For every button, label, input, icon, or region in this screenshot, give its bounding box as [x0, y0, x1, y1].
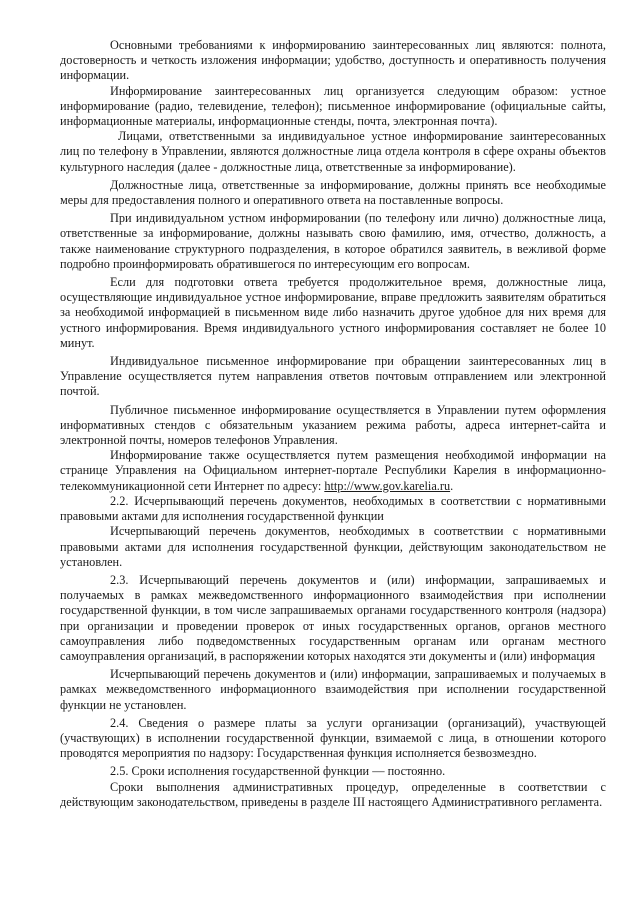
section-2-4-fees: 2.4. Сведения о размере платы за услуги организации (организаций), участвующей (участвующих) в исполнении государственной функции, взимаемой с лица, в отношении которого проводятся мероприятия по надзору: Государственная функция исполняется безвозмездно. — [60, 715, 606, 761]
internet-portal-tail: . — [450, 478, 454, 493]
paragraph-requirements: Основными требованиями к информированию заинтересованных лиц являются: полнота, достоверность и четкость изложения информации; удобство, доступность и оперативность получения информации. — [60, 38, 606, 83]
paragraph-written-individual: Индивидуальное письменное информирование при обращении заинтересованных лиц в Управление осуществляется путем направления ответов почтовым отправлением или электронной почтой. — [60, 354, 606, 399]
paragraph-organization: Информирование заинтересованных лиц организуется следующим образом: устное информирование (радио, телевидение, телефон); письменное информирование (официальные сайты, информационные материалы, информационные стенды, почта, электронная почта). — [60, 83, 606, 129]
section-2-2-heading: 2.2. Исчерпывающий перечень документов, необходимых в соответствии с нормативными правовыми актами для исполнения государственной функции — [60, 493, 606, 524]
section-2-5-terms: 2.5. Сроки исполнения государственной функции — постоянно. — [110, 764, 446, 779]
section-2-3-heading: 2.3. Исчерпывающий перечень документов и (или) информации, запрашиваемых и получаемых в рамках межведомственного информационного взаимодействия при исполнении государственной функции, в том числе запрашиваемых органами государственного контроля (надзора) при организации и проведении проверок от иных государственных органов, органов местного самоуправления либо подведомственных государственным органам или органам местного самоуправления организаций, в распоряжении которых находятся эти документы и (или) информация — [60, 572, 606, 663]
internet-portal-text: Информирование также осуществляется путем размещения необходимой информации на странице Управления на Официальном интернет-портале Республики Карелия в информационно-телекоммуникационной сети Интернет по адресу: — [60, 448, 606, 493]
paragraph-public-written: Публичное письменное информирование осуществляется в Управлении путем оформления информативных стендов с обязательным указанием режима работы, адреса интернет-сайта и электронной почты, номеров телефонов Управления. — [60, 402, 606, 448]
paragraph-procedure-terms: Сроки выполнения административных процедур, определенные в соответствии с действующим законодательством, приведены в разделе III настоящего Административного регламента. — [60, 779, 606, 809]
paragraph-extended-time: Если для подготовки ответа требуется продолжительное время, должностные лица, осуществляющие индивидуальное устное информирование, вправе предложить заявителям обратиться за необходимой информацией в письменном виде либо назначить другое удобное для них время для устного информирования. Время индивидуального устного информирования составляет не более 10 минут. — [60, 275, 606, 350]
paragraph-internet-portal — [60, 448, 606, 494]
paragraph-responsible-persons: Лицами, ответственными за индивидуальное устное информирование заинтересованных лиц по телефону в Управлении, являются должностные лица отдела контроля в сфере охраны объектов культурного наследия (далее - должностные лица, ответственные за информирование). — [60, 129, 606, 174]
paragraph-interagency-not-established: Исчерпывающий перечень документов и (или) информации, запрашиваемых и получаемых в рамках межведомственного информационного взаимодействия при исполнении государственной функции не установлен. — [60, 667, 606, 712]
paragraph-oral-informing: При индивидуальном устном информировании (по телефону или лично) должностные лица, ответственные за информирование, должны называть свою фамилию, имя, отчество, должность, а также наименование структурного подразделения, в которое обратился заявитель, в вежливой форме подробно проинформировать обратившегося по интересующим его вопросам. — [60, 211, 606, 271]
portal-link[interactable]: http://www.gov.karelia.ru — [324, 478, 451, 493]
paragraph-officials-duties: Должностные лица, ответственные за информирование, должны принять все необходимые меры для предоставления полного и оперативного ответа на поставленные вопросы. — [60, 177, 606, 208]
paragraph-documents-not-established: Исчерпывающий перечень документов, необходимых в соответствии с нормативными правовыми актами для исполнения государственной функции, действующим законодательством не установлен. — [60, 524, 606, 569]
